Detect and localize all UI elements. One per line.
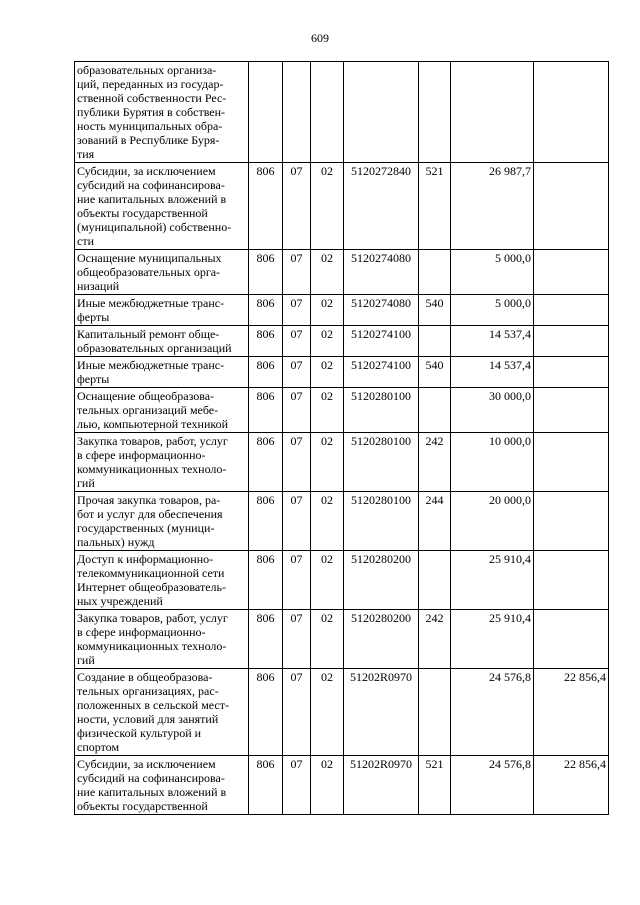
row-name: Субсидии, за исключением субсидий на софинансирова- ние капитальных вложений в объекты государственной [75, 756, 249, 815]
amount-value: 10 000,0 [451, 433, 534, 492]
expense-type-code [419, 551, 451, 610]
extra-amount-value [534, 610, 609, 669]
expense-type-code: 521 [419, 756, 451, 815]
subsection-code: 02 [311, 357, 344, 388]
expense-type-code [419, 326, 451, 357]
table-row [75, 357, 609, 388]
table-row [75, 62, 609, 163]
amount-value: 25 910,4 [451, 551, 534, 610]
table-row [75, 669, 609, 756]
expense-type-code: 242 [419, 610, 451, 669]
expense-type-code: 242 [419, 433, 451, 492]
row-name: Оснащение общеобразова- тельных организаций мебе- лью, компьютерной техникой [75, 388, 249, 433]
amount-value: 24 576,8 [451, 669, 534, 756]
expense-type-code: 540 [419, 357, 451, 388]
expense-type-code [419, 62, 451, 163]
subsection-code: 02 [311, 433, 344, 492]
extra-amount-value [534, 250, 609, 295]
section-code: 07 [283, 492, 311, 551]
target-article-code: 5120274080 [344, 250, 419, 295]
extra-amount-value [534, 357, 609, 388]
target-article-code: 5120280100 [344, 433, 419, 492]
row-name: Иные межбюджетные транс- ферты [75, 357, 249, 388]
row-name: образовательных организа- ций, переданных из государ- ственной собственности Рес- публики Бурятия в собствен- ность муниципальных обра- зований в Республике Буря- тия [75, 62, 249, 163]
extra-amount-value [534, 388, 609, 433]
target-article-code: 51202R0970 [344, 669, 419, 756]
ministry-code: 806 [249, 492, 283, 551]
extra-amount-value: 22 856,4 [534, 669, 609, 756]
amount-value: 14 537,4 [451, 357, 534, 388]
row-name: Доступ к информационно- телекоммуникационной сети Интернет общеобразователь- ных учреждений [75, 551, 249, 610]
extra-amount-value [534, 163, 609, 250]
expense-type-code: 244 [419, 492, 451, 551]
subsection-code: 02 [311, 295, 344, 326]
row-name: Капитальный ремонт обще- образовательных организаций [75, 326, 249, 357]
subsection-code: 02 [311, 756, 344, 815]
amount-value: 20 000,0 [451, 492, 534, 551]
amount-value: 25 910,4 [451, 610, 534, 669]
amount-value: 26 987,7 [451, 163, 534, 250]
extra-amount-value [534, 62, 609, 163]
extra-amount-value: 22 856,4 [534, 756, 609, 815]
page-number: 609 [311, 31, 329, 45]
table-row [75, 492, 609, 551]
ministry-code: 806 [249, 163, 283, 250]
target-article-code: 5120280200 [344, 551, 419, 610]
subsection-code [311, 62, 344, 163]
target-article-code [344, 62, 419, 163]
section-code: 07 [283, 295, 311, 326]
ministry-code: 806 [249, 326, 283, 357]
target-article-code: 51202R0970 [344, 756, 419, 815]
amount-value [451, 62, 534, 163]
ministry-code: 806 [249, 551, 283, 610]
table-row [75, 756, 609, 815]
extra-amount-value [534, 433, 609, 492]
subsection-code: 02 [311, 610, 344, 669]
table-row [75, 610, 609, 669]
target-article-code: 5120280200 [344, 610, 419, 669]
ministry-code: 806 [249, 669, 283, 756]
expense-type-code [419, 669, 451, 756]
section-code: 07 [283, 433, 311, 492]
table-row [75, 433, 609, 492]
subsection-code: 02 [311, 492, 344, 551]
section-code: 07 [283, 250, 311, 295]
target-article-code: 5120274100 [344, 326, 419, 357]
amount-value: 5 000,0 [451, 295, 534, 326]
section-code: 07 [283, 756, 311, 815]
extra-amount-value [534, 551, 609, 610]
amount-value: 5 000,0 [451, 250, 534, 295]
subsection-code: 02 [311, 551, 344, 610]
subsection-code: 02 [311, 326, 344, 357]
row-name: Иные межбюджетные транс- ферты [75, 295, 249, 326]
row-name: Прочая закупка товаров, ра- бот и услуг для обеспечения государственных (муници- пальных) нужд [75, 492, 249, 551]
extra-amount-value [534, 326, 609, 357]
section-code: 07 [283, 388, 311, 433]
row-name: Субсидии, за исключением субсидий на софинансирова- ние капитальных вложений в объекты государственной (муниципальной) собственно- сти [75, 163, 249, 250]
section-code: 07 [283, 163, 311, 250]
subsection-code: 02 [311, 250, 344, 295]
ministry-code: 806 [249, 433, 283, 492]
amount-value: 14 537,4 [451, 326, 534, 357]
table-row [75, 250, 609, 295]
extra-amount-value [534, 295, 609, 326]
row-name: Закупка товаров, работ, услуг в сфере информационно- коммуникационных техноло- гий [75, 433, 249, 492]
target-article-code: 5120280100 [344, 492, 419, 551]
budget-table-body [75, 62, 609, 815]
subsection-code: 02 [311, 388, 344, 433]
table-row [75, 163, 609, 250]
row-name: Закупка товаров, работ, услуг в сфере информационно- коммуникационных техноло- гий [75, 610, 249, 669]
row-name: Создание в общеобразова- тельных организациях, рас- положенных в сельской мест- ности, условий для занятий физической культурой и спортом [75, 669, 249, 756]
expense-type-code [419, 388, 451, 433]
ministry-code: 806 [249, 610, 283, 669]
section-code: 07 [283, 610, 311, 669]
table-row [75, 551, 609, 610]
section-code: 07 [283, 551, 311, 610]
subsection-code: 02 [311, 163, 344, 250]
table-row [75, 388, 609, 433]
section-code: 07 [283, 357, 311, 388]
amount-value: 24 576,8 [451, 756, 534, 815]
expense-type-code: 540 [419, 295, 451, 326]
amount-value: 30 000,0 [451, 388, 534, 433]
target-article-code: 5120274100 [344, 357, 419, 388]
table-row [75, 326, 609, 357]
ministry-code: 806 [249, 388, 283, 433]
section-code: 07 [283, 326, 311, 357]
ministry-code: 806 [249, 295, 283, 326]
subsection-code: 02 [311, 669, 344, 756]
ministry-code: 806 [249, 756, 283, 815]
ministry-code [249, 62, 283, 163]
expense-type-code [419, 250, 451, 295]
row-name: Оснащение муниципальных общеобразовательных орга- низаций [75, 250, 249, 295]
expense-type-code: 521 [419, 163, 451, 250]
table-row [75, 295, 609, 326]
ministry-code: 806 [249, 357, 283, 388]
budget-table [74, 61, 609, 815]
extra-amount-value [534, 492, 609, 551]
ministry-code: 806 [249, 250, 283, 295]
section-code [283, 62, 311, 163]
target-article-code: 5120272840 [344, 163, 419, 250]
target-article-code: 5120274080 [344, 295, 419, 326]
target-article-code: 5120280100 [344, 388, 419, 433]
section-code: 07 [283, 669, 311, 756]
